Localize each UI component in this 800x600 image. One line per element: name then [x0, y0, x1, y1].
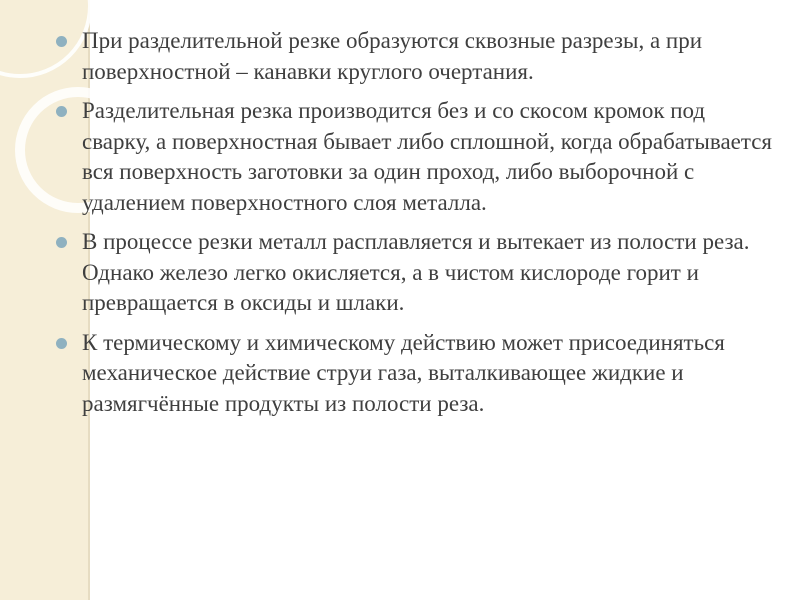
bullet-text-1: При разделительной резке образуются сквозные разрезы, а при поверхностной – канавки круглого очертания. [82, 28, 703, 84]
bullet-dot-icon [56, 338, 67, 349]
bullet-item-3 [52, 227, 772, 319]
bullet-item-2 [52, 96, 772, 218]
bullet-text-2: Разделительная резка производится без и со скосом кромок под сварку, а поверхностная бывает либо сплошной, когда обрабатывается вся поверхность заготовки за один проход, либо выборочной с удалением поверхностного слоя металла. [82, 98, 772, 215]
bullet-dot-icon [56, 36, 67, 47]
bullet-dot-icon [56, 106, 67, 117]
bullet-item-1 [52, 26, 772, 87]
bullet-text-4: К термическому и химическому действию может присоединяться механическое действие струи газа, выталкивающее жидкие и размягчённые продукты из полости реза. [82, 329, 725, 416]
bullet-list [52, 26, 772, 419]
bullet-item-4 [52, 328, 772, 420]
content-area [52, 26, 772, 428]
bullet-dot-icon [56, 237, 67, 248]
bullet-text-3: В процессе резки металл расплавляется и вытекает из полости реза. Однако железо легко окисляется, а в чистом кислороде горит и превращается в оксиды и шлаки. [82, 229, 750, 315]
